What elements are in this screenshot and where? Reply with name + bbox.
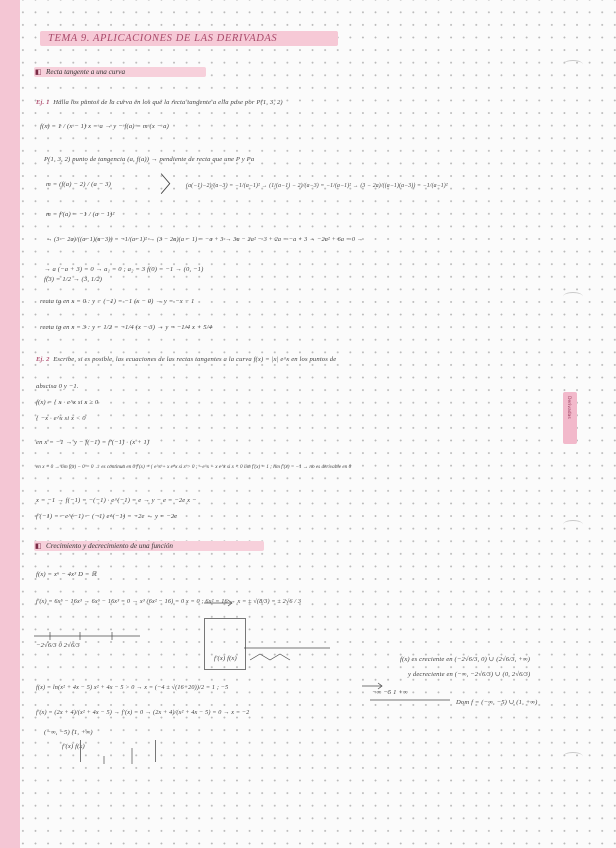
growth-arrow-sketch bbox=[250, 654, 290, 660]
exercise-1-line: f(3) = 1/2 → (3, 1/2) bbox=[44, 276, 103, 283]
exercise-2-line: x = −1 → f(−1) = −(−1) · e^(−1) = e → y − e = −2e x − bbox=[36, 497, 197, 504]
section-heading-tangent: Recta tangente a una curva bbox=[46, 68, 126, 76]
domain-result: Dom f = (−∞, −5) ∪ (1, +∞) bbox=[456, 699, 538, 706]
growth-line: f(x) es creciente en (−2√6/3, 0) ∪ (2√6/3, +∞) bbox=[400, 656, 531, 663]
section-heading-growth: Crecimiento y decrecimiento de una función bbox=[46, 542, 174, 550]
exercise-1-line: m = f'(a) = −1 / (a − 1)² bbox=[46, 211, 115, 218]
exercise-2-text: Escribe, si es posible, las ecuaciones de las rectas tangentes a la curva f(x) = |x| e^x en los puntos de bbox=[53, 356, 337, 363]
exercise-1-line: P(1, 3, 2) punto de tangencia (a, f(a)) → pendiente de recta que une P y Pa bbox=[44, 156, 255, 163]
sign-table-labels: f'(x) f(x) bbox=[62, 743, 85, 750]
sign-table-labels: f'(x) f(x) bbox=[214, 655, 237, 662]
exercise-1-line: (a(−1)−2)/(a−3) = −1/(a−1)² → (1/(a−1) − 2)/(a−3) = −1/(a−1)² → (3 − 2a)/((a−1)(a−3)) = −1/(a−1)² bbox=[186, 183, 448, 189]
exercise-2-label: Ej. 2 bbox=[36, 356, 50, 363]
exercise-2-line: abscisa 0 y −1. bbox=[36, 383, 79, 390]
growth-line: f'(x) = 6x⁵ − 16x³ → 6x⁵ − 16x³ = 0 → x³ (6x² − 16) = 0 x = 0 ; 6x² = 16 → x = ± √(8/3) = ± 2√6 / 3 bbox=[36, 598, 302, 605]
sign-line-labels: −2√6/3 0 2√6/3 bbox=[36, 642, 80, 649]
brace-mark: 〉 bbox=[160, 173, 183, 198]
growth-line: y decreciente en (−∞, −2√6/3) ∪ (0, 2√6/3) bbox=[408, 671, 531, 678]
exercise-2-line: f'(−1) = −e^(−1) − (−1) e^(−1) = −2e → y = −2e bbox=[36, 513, 178, 520]
exercise-1-line: recta tg en x = 0 : y − (−1) = −1 (x − 0) → y = −x − 1 bbox=[40, 298, 195, 305]
exercise-1-label: Ej. 1 bbox=[36, 99, 50, 106]
growth-line: f'(x) = (2x + 4)/(x² + 4x − 5) → f'(x) = 0 → (2x + 4)/(x² + 4x − 5) = 0 → x = −2 bbox=[36, 709, 250, 716]
exercise-2-line: en x = 0 → lím f(x) − 0 = 0 → es continua en 0 f'(x) = { e^x + x e^x si x > 0 ; −e^x − x e^x si x < 0 lím f'(x) = 1 ; lím f'(x) = −1 → no es derivable en 0 bbox=[36, 464, 352, 470]
exercise-1-text: Halla los puntos de la curva en los que la recta tangente a ella pase por P(1, 3, 2) bbox=[53, 99, 283, 106]
exercise-1-line: → (3 − 2a)/((a−1)(a−3)) = −1/(a−1)² → (3 − 2a)(a − 1) = −a + 3 → 3a − 2a² − 3 + 2a = −a + 3 → −2a² + 6a = 0 → bbox=[46, 236, 364, 243]
side-index-tab-label: Derivadas bbox=[566, 396, 571, 419]
sign-line-labels: −∞ −5 1 +∞ bbox=[372, 689, 408, 696]
bullet-mark-icon: ◧ bbox=[35, 69, 42, 76]
exercise-1-line: recta tg en x = 3 : y − 1/2 = −1/4 (x − 3) → y = −1/4 x + 5/4 bbox=[40, 324, 213, 331]
growth-line: f(x) = ln(x² + 4x − 5) x² + 4x − 5 > 0 → x = (−4 ± √(16+20))/2 = 1 ; −5 bbox=[36, 684, 229, 691]
growth-line: f(x) = x⁶ − 4x³ D = ℝ bbox=[36, 571, 97, 578]
page-title: TEMA 9. APLICACIONES DE LAS DERIVADAS bbox=[48, 33, 278, 44]
exercise-1-line: → a (−a + 3) = 0 → a₁ = 0 ; a₂ = 3 f(0) = −1 → (0, −1) bbox=[44, 266, 204, 273]
growth-line: (−∞, −5) (1, +∞) bbox=[44, 729, 93, 736]
exercise-2-line: f(x) = { x · e^x si x ≥ 0 bbox=[36, 399, 99, 406]
exercise-1-line: m = (f(a) − 2) / (a − 3) bbox=[46, 181, 111, 188]
exercise-1-line: f(x) = 1 / (x − 1) x = a → y − f(a) = m (x − a) bbox=[40, 123, 169, 130]
exercise-2-line: en x = −1 → y − f(−1) = f'(−1) · (x + 1) bbox=[36, 439, 150, 446]
exercise-2-line: { −x · e^x si x < 0 bbox=[36, 415, 86, 422]
bullet-mark-icon: ◧ bbox=[35, 543, 42, 550]
